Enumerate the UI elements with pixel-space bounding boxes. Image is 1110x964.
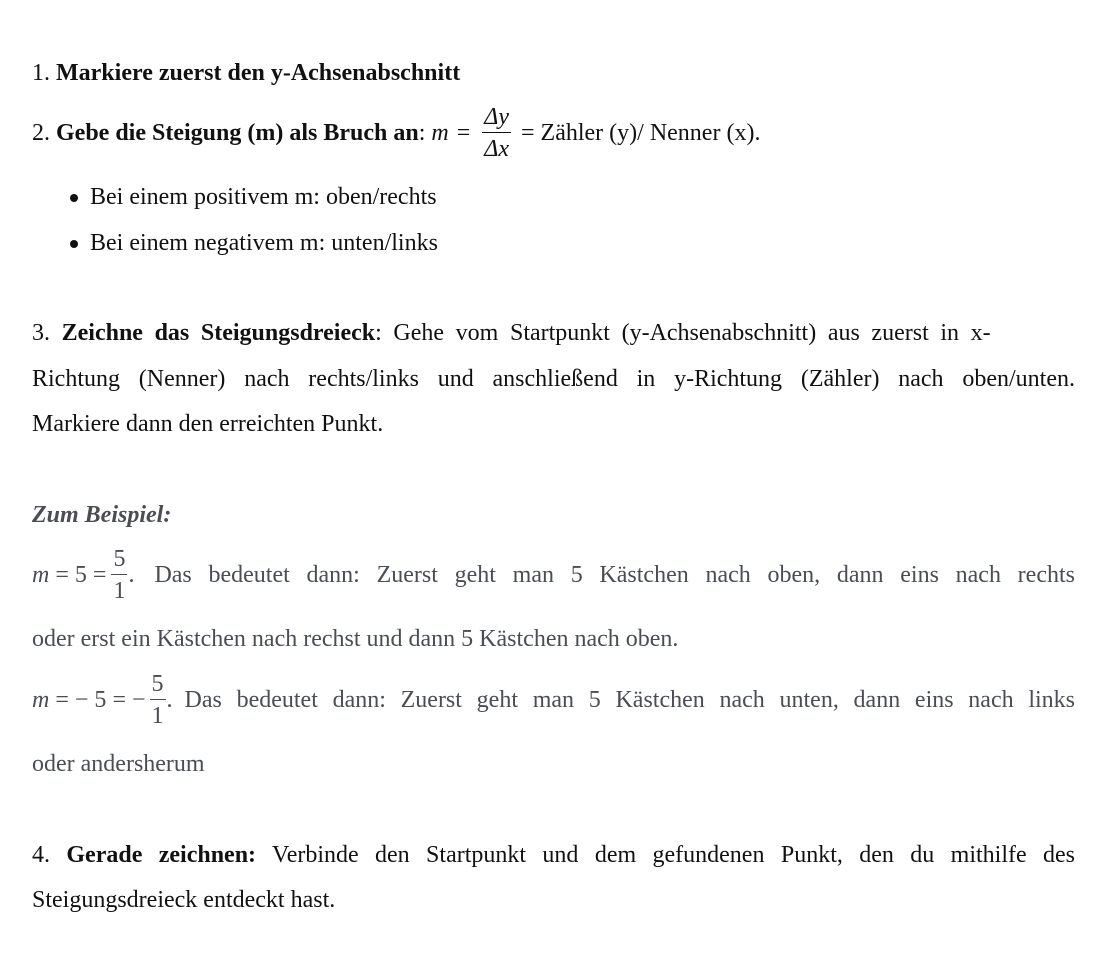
formula-m: m (431, 120, 449, 146)
example-2 (32, 670, 1075, 730)
step-3-line-1 (32, 318, 1075, 348)
ex2-period: . (166, 687, 173, 713)
step-3-line-3 (32, 409, 383, 439)
step-4-title: Gerade zeichnen: (66, 842, 257, 868)
formula-equals-2: = (521, 120, 535, 146)
example-1 (32, 545, 1075, 605)
ex1-value: 5 (74, 562, 87, 588)
ex2-sign: − (131, 687, 146, 713)
delta-fraction (482, 105, 511, 161)
step-2-title: Gebe die Steigung (m) als Bruch an (56, 120, 419, 146)
bullet-item-negative (90, 228, 438, 258)
example-2-formula (32, 672, 173, 728)
formula-description: Zähler (y)/ Nenner (x). (540, 120, 761, 146)
step-3-line-2 (32, 364, 1075, 394)
step-3-text-3: Markiere dann den erreichten Punkt. (32, 411, 384, 437)
bullet-item-positive (90, 182, 437, 212)
ex1-fraction (111, 547, 127, 603)
ex2-denominator: 1 (151, 703, 164, 729)
step-2 (32, 103, 760, 163)
step-4-text-1: Verbinde den Startpunkt und dem gefundenen Punkt, den du mithilfe des (272, 842, 1076, 868)
ex2-value: − 5 (74, 687, 107, 713)
step-4-line-1 (32, 840, 1075, 870)
example-2-text: Das bedeutet dann: Zuerst geht man 5 Kästchen nach unten, dann eins nach links (184, 687, 1075, 713)
ex2-equals-2: = (112, 687, 126, 713)
ex2-equals: = (55, 687, 69, 713)
slope-formula (431, 103, 540, 163)
step-1-title: Markiere zuerst den y-Achsenabschnitt (56, 60, 461, 86)
step-3-title: Zeichne das Steigungsdreieck (61, 320, 376, 346)
bullet-text: Bei einem negativem m: unten/links (90, 230, 438, 256)
ex1-period: . (128, 562, 135, 588)
step-1 (32, 58, 460, 88)
ex1-numerator: 5 (111, 547, 127, 575)
step-2-colon: : (418, 120, 426, 146)
step-4-line-1-content (32, 840, 1075, 870)
step-4-line-2: Steigungsdreieck entdeckt hast. (32, 887, 336, 913)
step-1-number: 1. (32, 60, 50, 86)
step-4-number: 4. (32, 842, 50, 868)
example-heading: Zum Beispiel: (32, 502, 172, 528)
fraction-numerator: Δy (482, 105, 511, 133)
ex1-denominator: 1 (113, 578, 126, 604)
step-3-number: 3. (32, 320, 50, 346)
example-1-text: Das bedeutet dann: Zuerst geht man 5 Kästchen nach oben, dann eins nach rechts (154, 562, 1075, 588)
bullet-text: Bei einem positivem m: oben/rechts (90, 184, 437, 210)
ex2-fraction (150, 672, 166, 728)
example-1-continuation: oder erst ein Kästchen nach rechst und dann 5 Kästchen nach oben. (32, 626, 679, 652)
example-2-continuation: oder andersherum (32, 751, 205, 777)
ex2-numerator: 5 (150, 672, 166, 700)
ex1-m: m (32, 562, 50, 588)
bullet-icon (70, 194, 78, 202)
bullet-icon (70, 240, 78, 248)
ex1-equals: = (55, 562, 69, 588)
fraction-denominator: Δx (484, 136, 509, 162)
ex2-m: m (32, 687, 50, 713)
step-3-text-1: : Gehe vom Startpunkt (y-Achsenabschnitt) aus zuerst in x- (375, 320, 991, 346)
step-2-number: 2. (32, 120, 50, 146)
step-3-text-2: Richtung (Nenner) nach rechts/links und anschließend in y-Richtung (Zähler) nach oben/unten. (32, 366, 1075, 392)
example-1-formula (32, 547, 134, 603)
formula-equals: = (456, 120, 471, 146)
ex1-equals-2: = (92, 562, 107, 588)
